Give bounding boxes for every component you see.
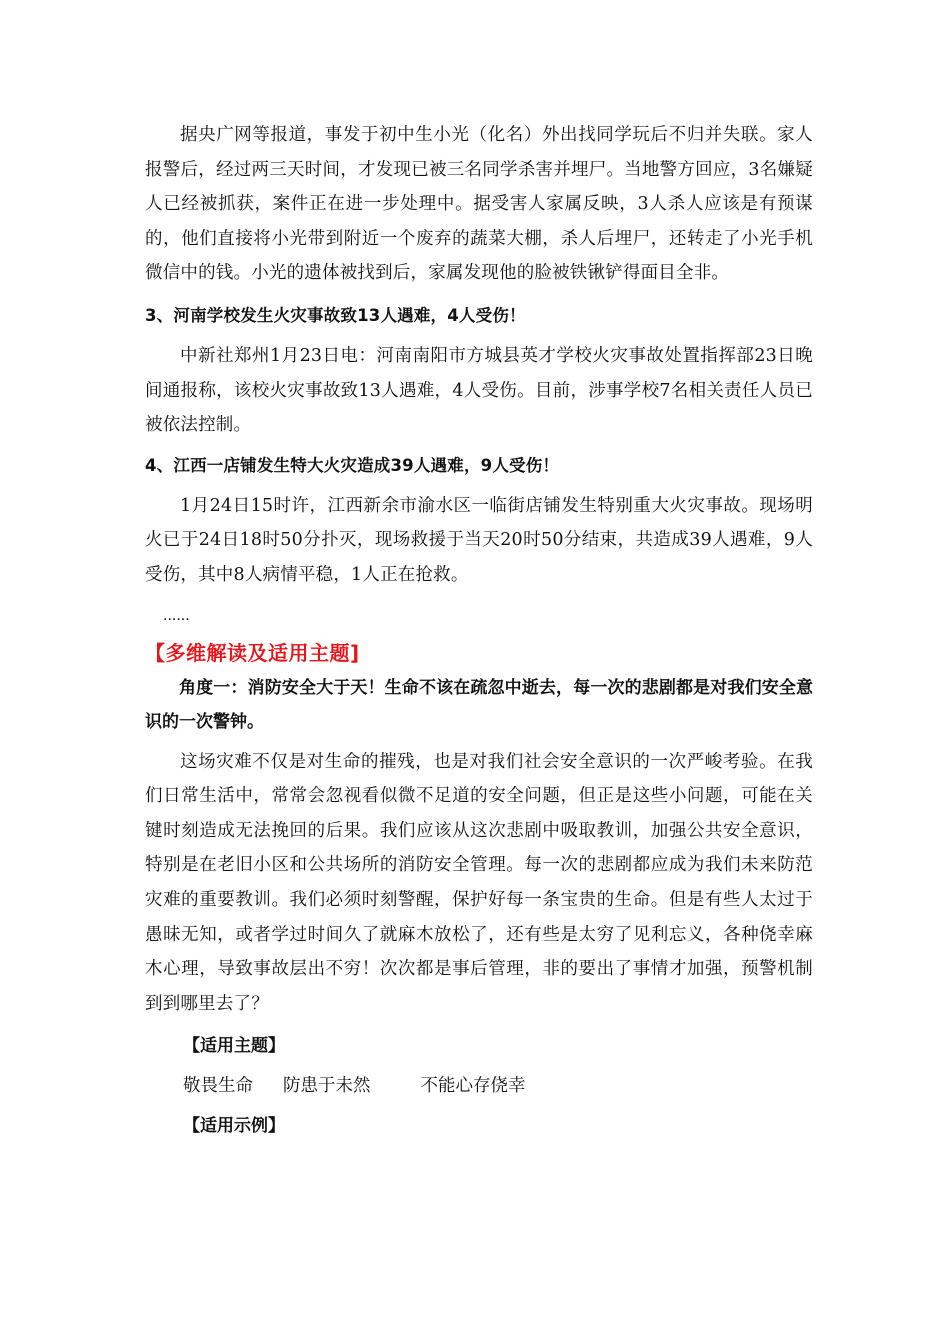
- ellipsis: ......: [163, 607, 190, 624]
- story3-paragraph: 中新社郑州1月23日电：河南南阳市方城县英才学校火灾事故处置指挥部23日晚间通报称，该校火灾事故致13人遇难，4人受伤。目前，涉事学校7名相关责任人员已被依法控制。: [145, 345, 813, 436]
- story4-paragraph: 1月24日15时许，江西新余市渝水区一临街店铺发生特别重大火灾事故。现场明火已于24日18时50分扑灭，现场救援于当天20时50分结束，共造成39人遇难，9人受伤，其中8人病情平稳，1人正在抢救。: [145, 495, 813, 585]
- story3-heading: 3、河南学校发生火灾事故致13人遇难，4人受伤！: [145, 305, 526, 325]
- theme-item: 防患于未然: [283, 1076, 371, 1097]
- story4-heading: 4、江西一店铺发生特大火灾造成39人遇难，9人受伤！: [145, 455, 560, 475]
- theme-item: 敬畏生命: [183, 1076, 253, 1097]
- document-page: [145, 118, 813, 1143]
- themes-list: [145, 1069, 813, 1103]
- themes-label: 【适用主题】: [183, 1036, 285, 1057]
- story2-paragraph: 据央广网等报道，事发于初中生小光（化名）外出找同学玩后不归并失联。家人报警后，经过两三天时间，才发现已被三名同学杀害并埋尸。当地警方回应，3名嫌疑人已经被抓获，案件正在进一步处理中。据受害人家属反映，3人杀人应该是有预谋的，他们直接将小光带到附近一个废弃的蔬菜大棚，杀人后埋尸，还转走了小光手机微信中的钱。小光的遗体被找到后，家属发现他的脸被铁锹铲得面目全非。: [145, 125, 813, 284]
- analysis-title: 【多维解读及适用主题]: [145, 640, 360, 665]
- theme-item: 不能心存侥幸: [420, 1076, 526, 1097]
- examples-label: 【适用示例】: [183, 1116, 285, 1137]
- angle1-heading: 角度一：消防安全大于天！生命不该在疏忽中逝去，每一次的悲剧都是对我们安全意识的一次警钟。: [145, 677, 813, 732]
- angle1-paragraph: 这场灾难不仅是对生命的摧残，也是对我们社会安全意识的一次严峻考验。在我们日常生活中，常常会忽视看似微不足道的安全问题，但正是这些小问题，可能在关键时刻造成无法挽回的后果。我们应该从这次悲剧中吸取教训，加强公共安全意识，特别是在老旧小区和公共场所的消防安全管理。每一次的悲剧都应成为我们未来防范灾难的重要教训。我们必须时刻警醒，保护好每一条宝贵的生命。但是有些人太过于愚昧无知，或者学过时间久了就麻木放松了，还有些是太穷了见利忘义，各种侥幸麻木心理，导致事故层出不穷！次次都是事后管理，非的要出了事情才加强，预警机制到到哪里去了？: [145, 751, 813, 1014]
